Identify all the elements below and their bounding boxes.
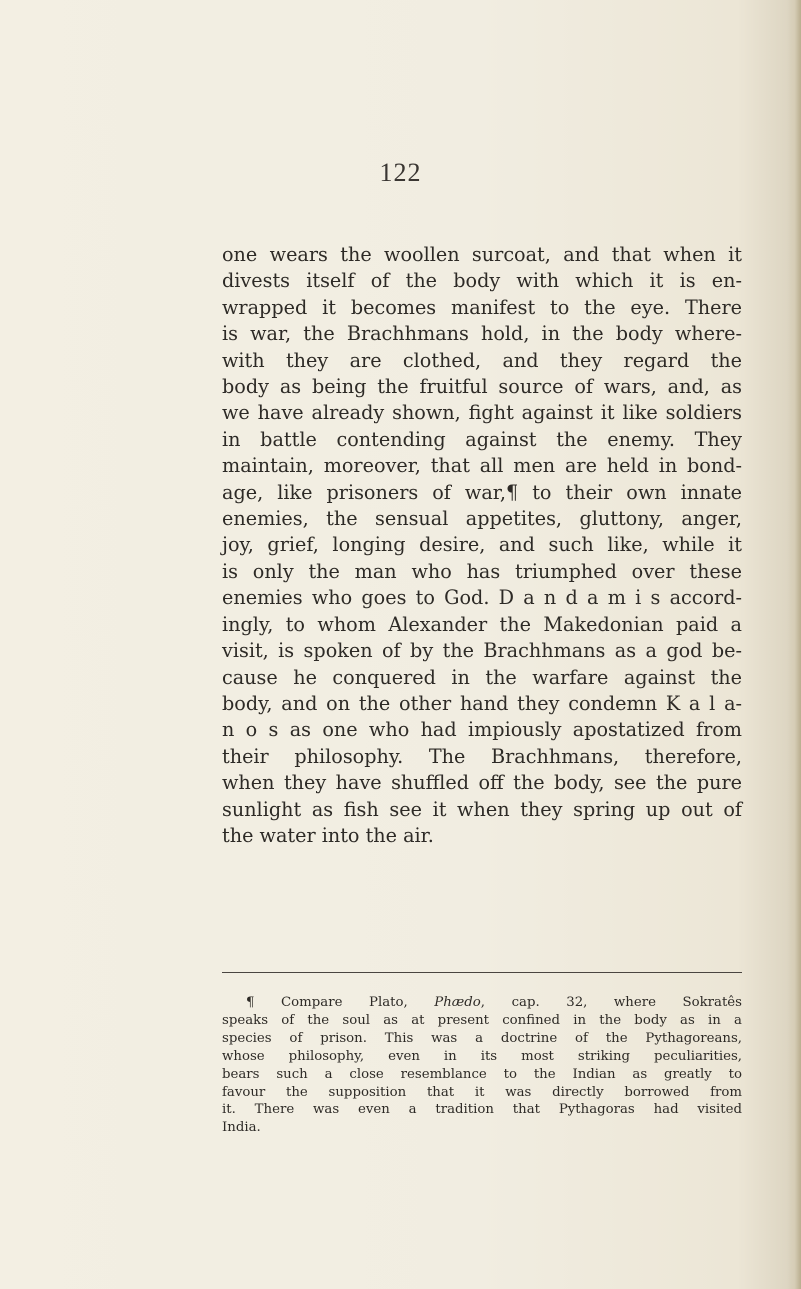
paragraph-line: enemies, the sensual appetites, gluttony, anger, bbox=[222, 507, 742, 531]
paragraph-line: is war, the Brachhmans hold, in the body where- bbox=[222, 322, 742, 346]
footnote-title-italic: Phædo bbox=[434, 995, 481, 1010]
paragraph-line: in battle contending against the enemy. They bbox=[222, 427, 742, 451]
footnote-line: bears such a close resemblance to the Indian as greatly to bbox=[222, 1066, 742, 1082]
footnote bbox=[222, 994, 742, 1137]
paragraph-line: sunlight as fish see it when they spring up out of bbox=[222, 797, 742, 821]
page-number: 122 bbox=[379, 158, 422, 187]
paragraph-line: maintain, moreover, that all men are held in bond- bbox=[222, 454, 742, 478]
paragraph-line: we have already shown, fight against it like soldiers bbox=[222, 401, 742, 425]
footnote-text: , cap. 32, where Sokratês bbox=[480, 995, 742, 1010]
footnote-line bbox=[222, 994, 742, 1012]
footnote-text: ¶ Compare Plato, bbox=[246, 995, 435, 1010]
paragraph-line: is only the man who has triumphed over these bbox=[222, 559, 742, 583]
paragraph-line: with they are clothed, and they regard the bbox=[222, 348, 742, 372]
paragraph-line: when they have shuffled off the body, see the pure bbox=[222, 771, 742, 795]
footnote-line: India. bbox=[222, 1120, 261, 1136]
paragraph-line: n o s as one who had impiously apostatized from bbox=[222, 718, 742, 742]
footnote-line: speaks of the soul as at present confined in the body as in a bbox=[222, 1012, 742, 1028]
paragraph-line: enemies who goes to God. D a n d a m i s accord- bbox=[222, 586, 742, 610]
paragraph-line: one wears the woollen surcoat, and that when it bbox=[222, 243, 742, 266]
footnote-line: species of prison. This was a doctrine of the Pythagoreans, bbox=[222, 1030, 742, 1046]
footnote-line: it. There was even a tradition that Pythagoras had visited bbox=[222, 1102, 742, 1118]
footnote-line: favour the supposition that it was directly borrowed from bbox=[222, 1084, 742, 1100]
paragraph-line: the water into the air. bbox=[222, 823, 434, 847]
page-edge-shadow bbox=[787, 0, 801, 1289]
paragraph-line: age, like prisoners of war,¶ to their own innate bbox=[222, 480, 742, 504]
paragraph-line: cause he conquered in the warfare against the bbox=[222, 665, 742, 689]
main-paragraph bbox=[222, 242, 742, 849]
footnote-divider bbox=[222, 972, 742, 973]
paragraph-line: divests itself of the body with which it is en- bbox=[222, 269, 742, 293]
paragraph-line: body, and on the other hand they condemn K a l a- bbox=[222, 691, 742, 715]
paragraph-line: wrapped it becomes manifest to the eye. There bbox=[222, 295, 742, 319]
paragraph-line: body as being the fruitful source of wars, and, as bbox=[222, 375, 742, 399]
paragraph-line: visit, is spoken of by the Brachhmans as a god be- bbox=[222, 639, 742, 663]
paragraph-line: their philosophy. The Brachhmans, therefore, bbox=[222, 744, 742, 768]
paragraph-line: joy, grief, longing desire, and such like, while it bbox=[222, 533, 742, 557]
footnote-line: whose philosophy, even in its most striking peculiarities, bbox=[222, 1048, 742, 1064]
paragraph-line: ingly, to whom Alexander the Makedonian paid a bbox=[222, 612, 742, 636]
